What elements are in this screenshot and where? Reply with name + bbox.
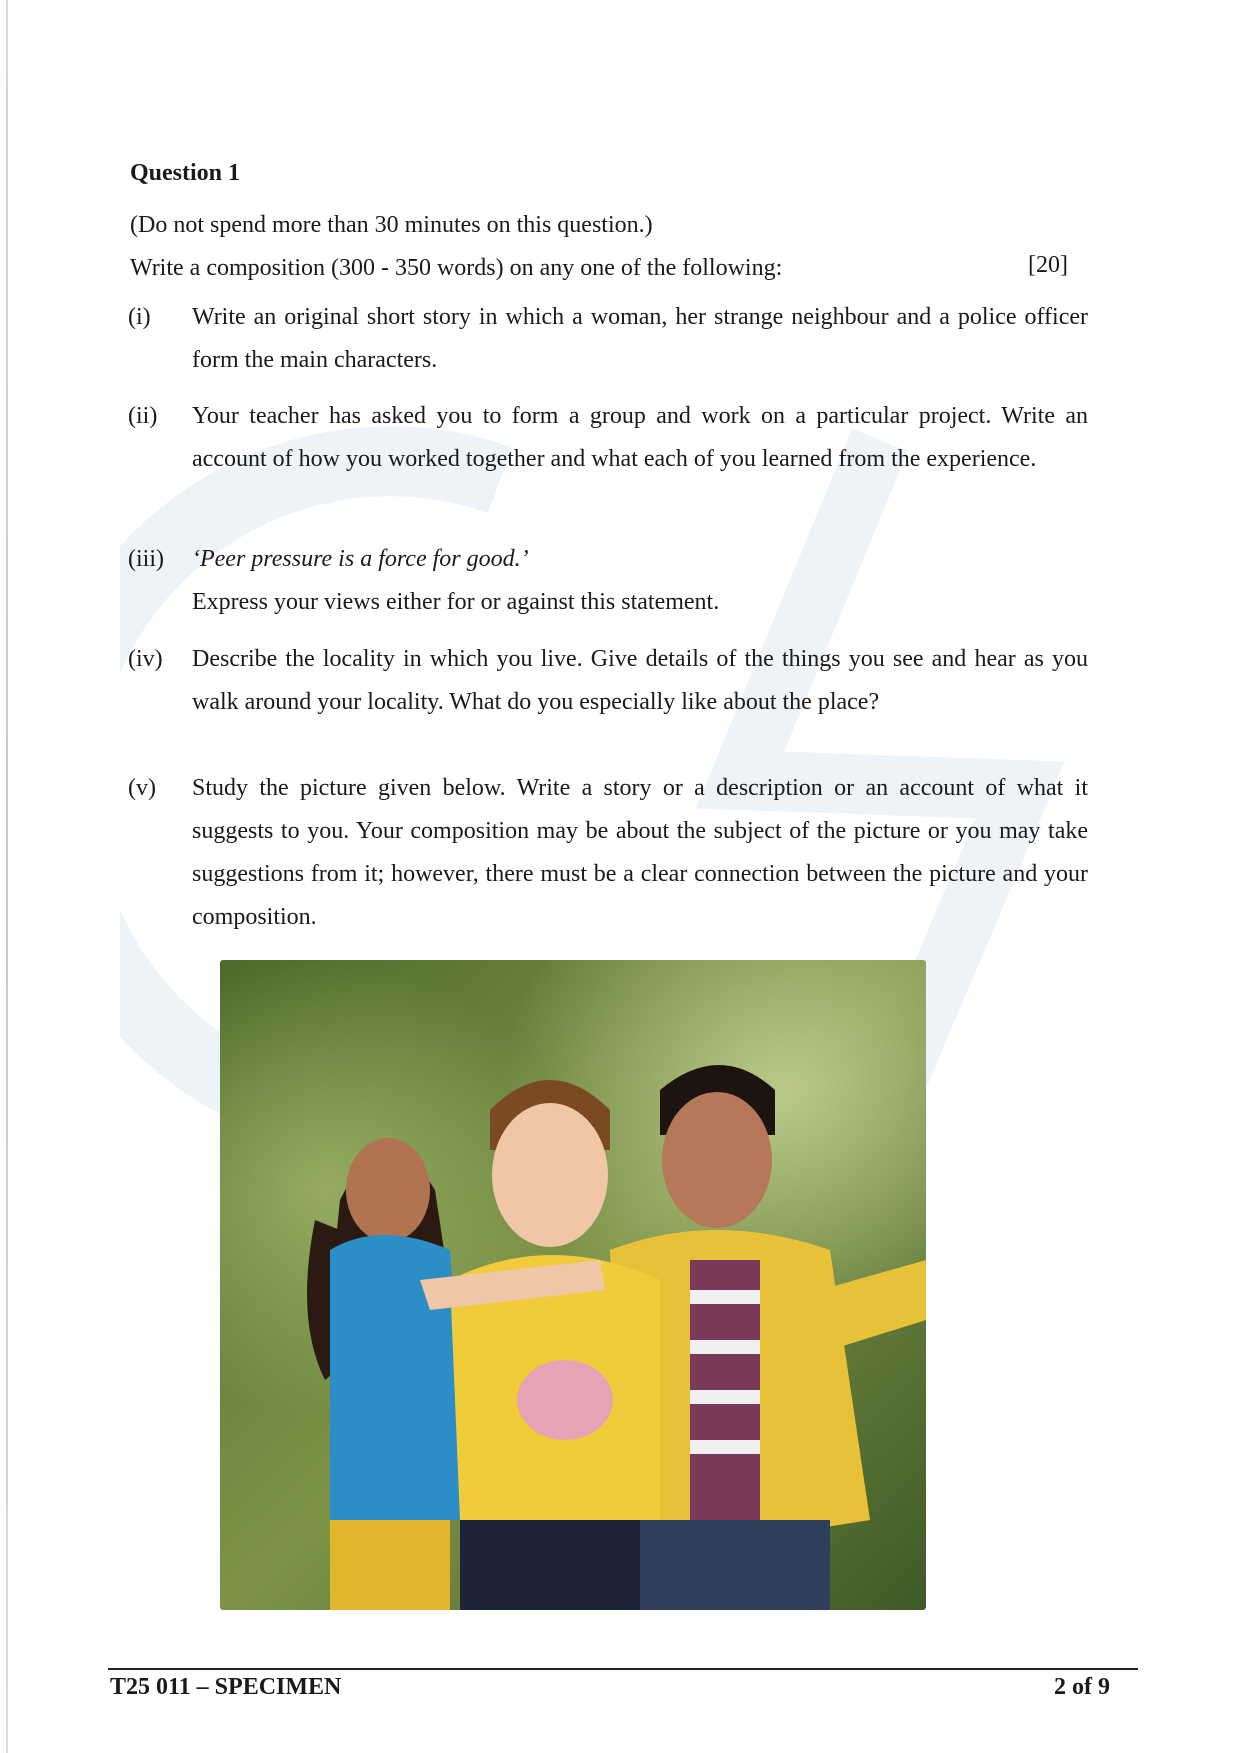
option-number: (iv) [128,646,163,672]
children-photo [220,960,926,1610]
option-text: Your teacher has asked you to form a group and work on a particular project. Write an account of how you worked together and what each of you learned from the experience. [192,403,1088,472]
footer-divider [108,1668,1138,1670]
option-quote: ‘Peer pressure is a force for good.’ [192,546,529,572]
option-text: Express your views either for or against this statement. [192,589,720,615]
option-text: Study the picture given below. Write a story or a description or an account of what it suggests to you. Your composition may be about the subject of the picture or you may take suggestions from it; however, there must be a clear connection between the picture and your composition. [192,775,1088,930]
question-marks: [20] [1028,252,1068,278]
footer-paper-code: T25 011 – SPECIMEN [110,1674,342,1700]
option-text: Describe the locality in which you live. Give details of the things you see and hear as you walk around your locality. What do you especially like about the place? [192,646,1088,715]
question-lead: Write a composition (300 - 350 words) on any one of the following: [130,255,783,281]
option-number: (i) [128,304,151,330]
question-title: Question 1 [130,160,241,186]
question-instruction: (Do not spend more than 30 minutes on this question.) [130,212,653,238]
option-number: (v) [128,775,156,801]
scan-edge [6,0,8,1753]
option-number: (ii) [128,403,158,429]
option-text: Write an original short story in which a woman, her strange neighbour and a police officer form the main characters. [192,304,1088,373]
footer-page-number: 2 of 9 [1054,1674,1110,1700]
option-number: (iii) [128,546,164,572]
